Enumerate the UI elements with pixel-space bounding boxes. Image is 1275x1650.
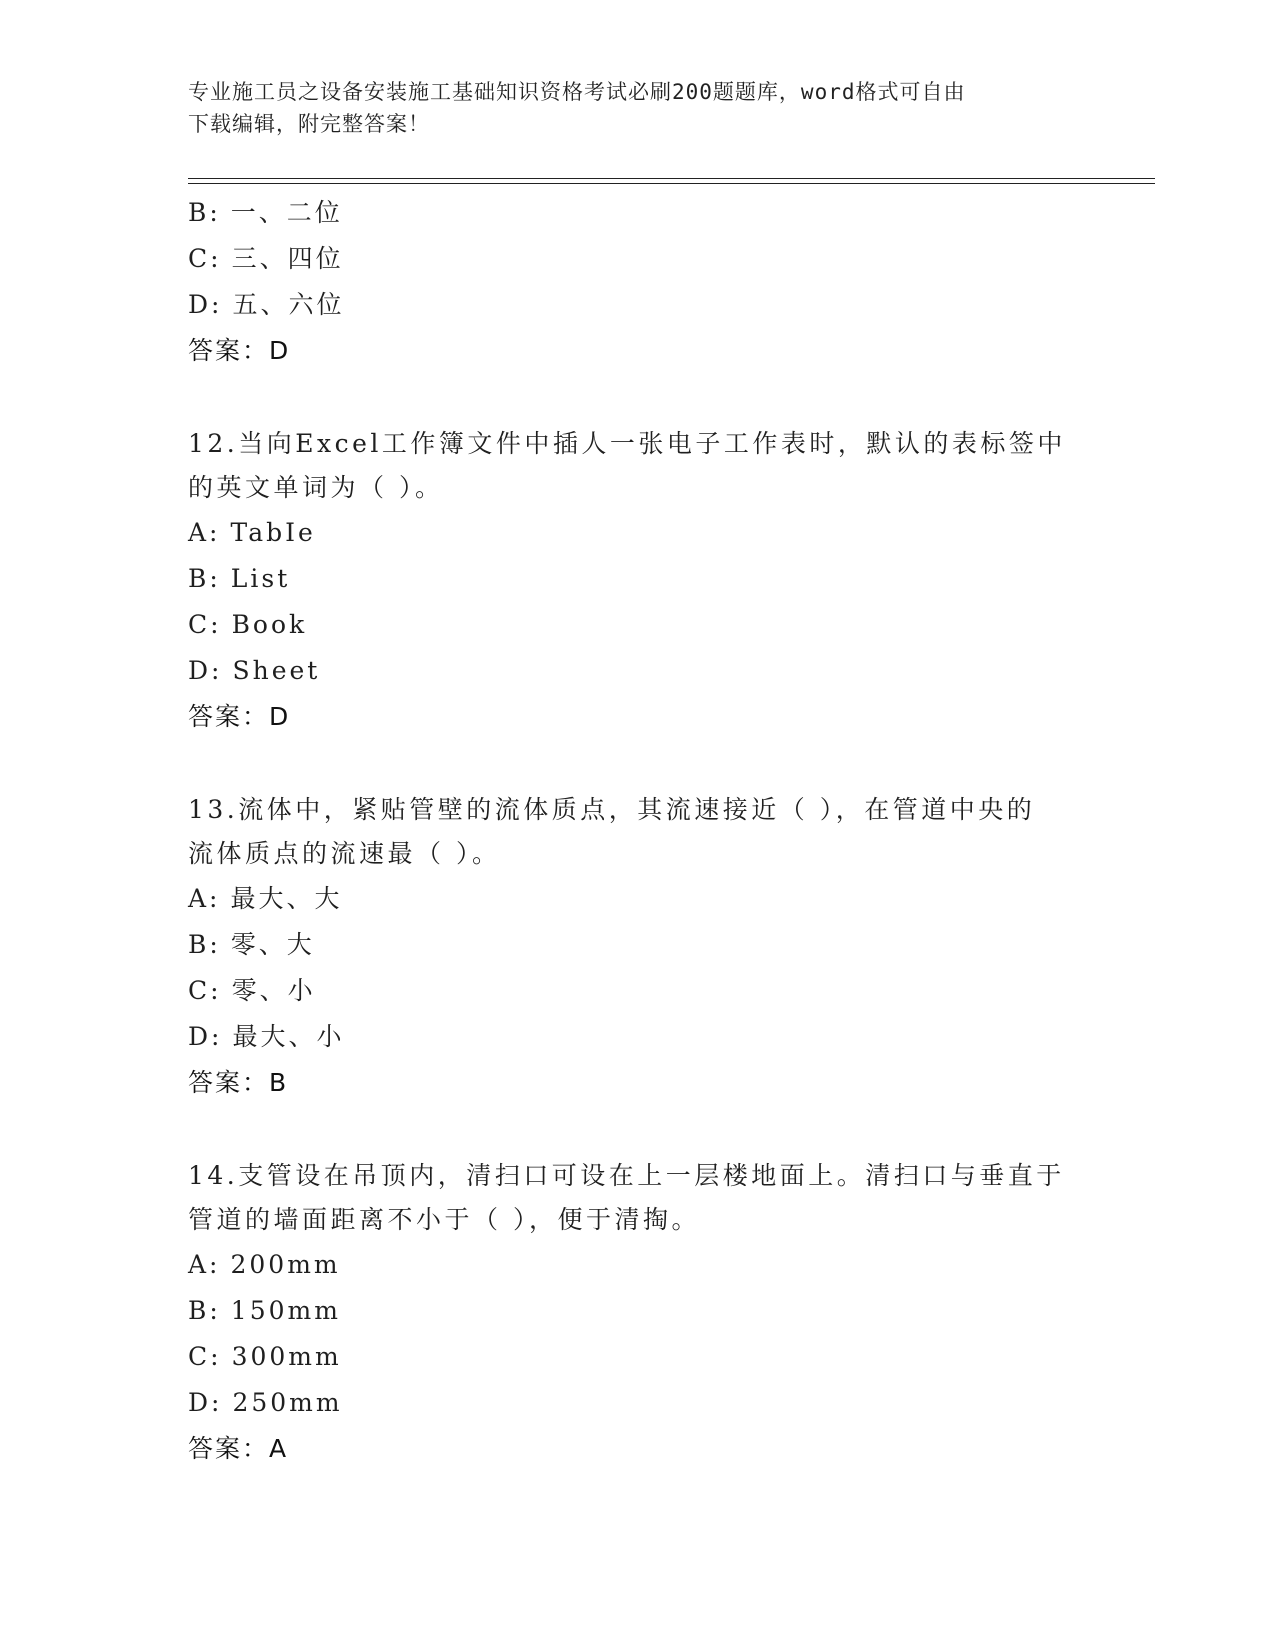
option-a (188, 510, 1088, 556)
option-letter: A: (188, 1250, 221, 1279)
option-letter: D: (188, 656, 223, 685)
spacer (188, 1106, 1088, 1154)
option-text: 一、二位 (230, 198, 343, 227)
option-text: 最大、大 (230, 884, 343, 913)
answer-line: 答案：B (188, 1068, 289, 1097)
answer-line: 答案：D (188, 702, 291, 731)
question-14 (188, 1154, 1088, 1472)
option-letter: C: (188, 1342, 222, 1371)
spacer (188, 374, 1088, 422)
stem-line-1: 12.当向Excel工作簿文件中插人一张电子工作表时，默认的表标签中 (188, 429, 1066, 458)
option-b (188, 922, 1088, 968)
spacer (188, 740, 1088, 788)
header-rule-bottom (188, 183, 1155, 184)
option-letter: D: (188, 290, 223, 319)
option-letter: C: (188, 610, 222, 639)
option-text: List (230, 564, 291, 593)
option-letter: D: (188, 1388, 223, 1417)
option-letter: B: (188, 930, 221, 959)
option-letter: C: (188, 244, 222, 273)
option-d (188, 1014, 1088, 1060)
option-text: 三、四位 (231, 244, 344, 273)
option-d (188, 282, 1088, 328)
stem-line-1: 13.流体中，紧贴管壁的流体质点，其流速接近（ ），在管道中央的 (188, 795, 1036, 824)
stem-line-1: 14.支管设在吊顶内，清扫口可设在上一层楼地面上。清扫口与垂直于 (188, 1161, 1065, 1190)
header-rule-top (188, 178, 1155, 179)
option-text: TabIe (230, 518, 316, 547)
option-text: 最大、小 (232, 1022, 345, 1051)
option-text: 零、大 (230, 930, 315, 959)
option-b (188, 190, 1088, 236)
question-stem (188, 788, 1068, 876)
option-letter: A: (188, 884, 221, 913)
option-letter: B: (188, 564, 221, 593)
option-b (188, 1288, 1088, 1334)
stem-line-2: 流体质点的流速最（ ）。 (188, 839, 501, 868)
option-letter: B: (188, 198, 221, 227)
question-content (188, 190, 1088, 1472)
option-text: 200mm (230, 1250, 341, 1279)
document-header (188, 76, 1088, 140)
option-letter: C: (188, 976, 222, 1005)
header-title-line-2: 下载编辑，附完整答案！ (188, 112, 430, 136)
option-letter: B: (188, 1296, 221, 1325)
question-stem (188, 1154, 1068, 1242)
option-a (188, 1242, 1088, 1288)
question-stem (188, 422, 1068, 510)
question-11-tail (188, 190, 1088, 374)
option-a (188, 876, 1088, 922)
stem-line-2: 的英文单词为（ ）。 (188, 473, 444, 502)
stem-line-2: 管道的墙面距离不小于（ ），便于清掏。 (188, 1205, 700, 1234)
header-title-line-1: 专业施工员之设备安装施工基础知识资格考试必刷200题题库，word格式可自由 (188, 80, 966, 104)
question-12 (188, 422, 1088, 740)
answer-line: 答案：D (188, 336, 291, 365)
option-d (188, 1380, 1088, 1426)
option-b (188, 556, 1088, 602)
option-c (188, 602, 1088, 648)
option-c (188, 236, 1088, 282)
option-letter: A: (188, 518, 221, 547)
option-c (188, 968, 1088, 1014)
option-text: 零、小 (231, 976, 316, 1005)
option-c (188, 1334, 1088, 1380)
answer-line: 答案：A (188, 1434, 289, 1463)
option-text: 300mm (231, 1342, 342, 1371)
option-text: 五、六位 (232, 290, 345, 319)
option-text: Sheet (232, 656, 321, 685)
option-text: 250mm (232, 1388, 343, 1417)
option-letter: D: (188, 1022, 223, 1051)
option-text: Book (231, 610, 308, 639)
option-text: 150mm (230, 1296, 341, 1325)
option-d (188, 648, 1088, 694)
question-13 (188, 788, 1088, 1106)
